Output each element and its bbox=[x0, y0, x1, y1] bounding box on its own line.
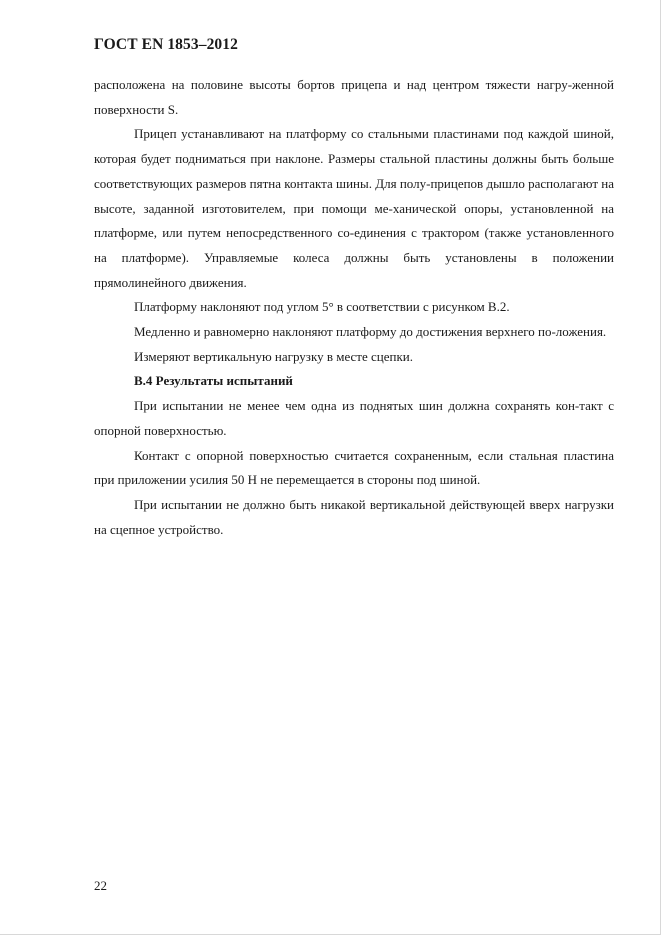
paragraph-continuation: расположена на половине высоты бортов прицепа и над центром тяжести нагру-женной поверхности S. bbox=[94, 77, 614, 117]
document-header: ГОСТ EN 1853–2012 bbox=[94, 36, 238, 53]
paragraph-trailer-placement: Прицеп устанавливают на платформу со стальными пластинами под каждой шиной, которая будет подниматься при наклоне. Размеры стальной пластины должны быть больше соответствующих размеров пятна контакта шины. Для полу-прицепов дышло располагают на высоте, заданной изготовителем, при помощи ме-ханической опоры, установленной на платформе, или путем непосредственного со-единения с трактором (также установленного на платформе). Управляемые колеса должны быть установлены в положении прямолинейного движения. bbox=[94, 126, 614, 290]
paragraph-result-load: При испытании не должно быть никакой вертикальной действующей вверх нагрузки на сцепное устройство. bbox=[94, 496, 614, 537]
document-body bbox=[94, 73, 614, 542]
paragraph-slow-tilt: Медленно и равномерно наклоняют платформу до достижения верхнего по-ложения. bbox=[134, 324, 607, 340]
page-number: 22 bbox=[94, 878, 107, 893]
section-heading: В.4 Результаты испытаний bbox=[134, 373, 293, 389]
paragraph-result-plate: Контакт с опорной поверхностью считается сохраненным, если стальная пластина при приложении усилия 50 Н не перемещается в стороны под шиной. bbox=[94, 447, 614, 488]
paragraph-result-contact: При испытании не менее чем одна из поднятых шин должна сохранять кон-такт с опорной поверхностью. bbox=[94, 398, 614, 438]
paragraph-platform-tilt: Платформу наклоняют под углом 5° в соответствии с рисунком В.2. bbox=[134, 299, 510, 315]
paragraph-measure-load: Измеряют вертикальную нагрузку в месте сцепки. bbox=[134, 348, 413, 364]
